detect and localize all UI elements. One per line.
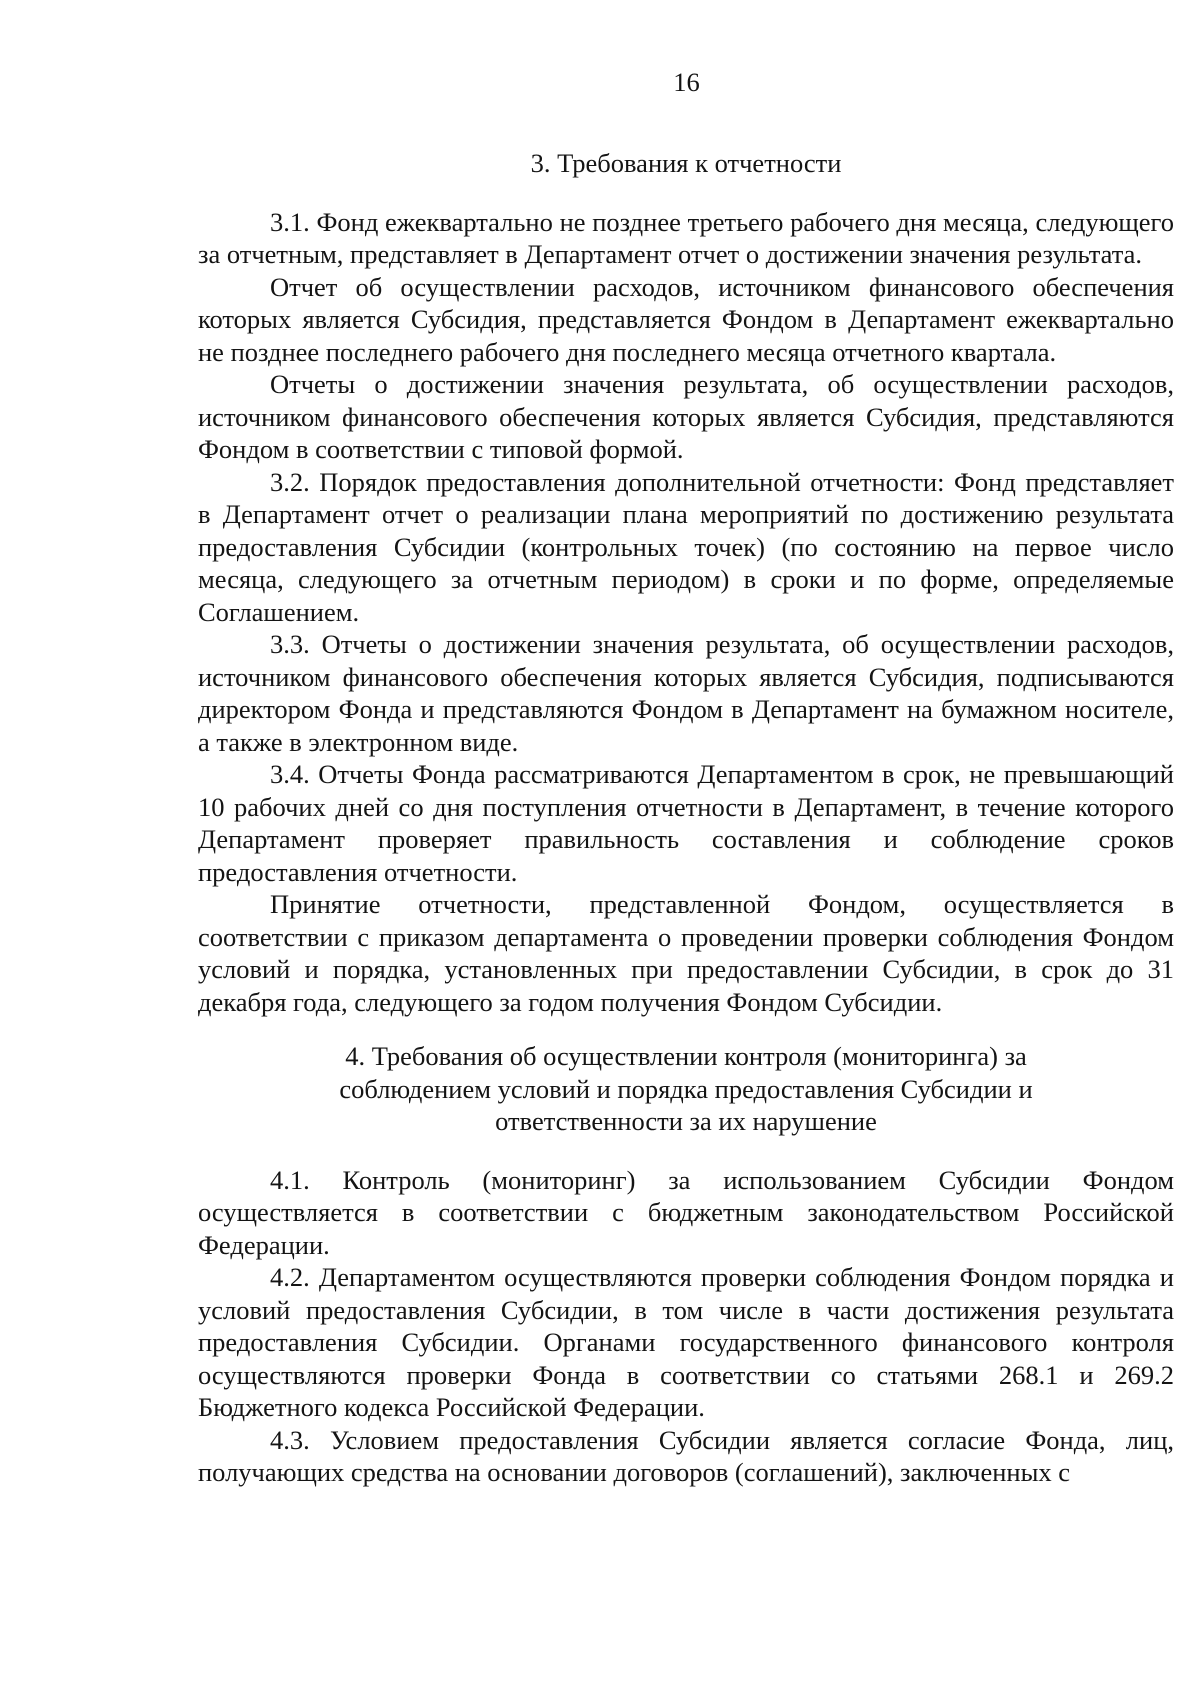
section-4-heading (198, 1040, 1174, 1138)
section-4-heading-line: соблюдением условий и порядка предоставления Субсидии и (339, 1073, 1033, 1104)
paragraph-3-3: 3.3. Отчеты о достижении значения результата, об осуществлении расходов, источником финансового обеспечения которых является Субсидия, подписываются директором Фонда и представляются Фондом в Департамент на бумажном носителе, а также в электронном виде. (198, 629, 1174, 757)
paragraph-4-3: 4.3. Условием предоставления Субсидии является согласие Фонда, лиц, получающих средства на основании договоров (соглашений), заключенных с (198, 1424, 1174, 1487)
paragraph-4-1: 4.1. Контроль (мониторинг) за использованием Субсидии Фондом осуществляется в соответствии с бюджетным законодательством Российской Федерации. (198, 1164, 1174, 1260)
page-number: 16 (673, 67, 700, 97)
paragraph-3-1-report-form: Отчеты о достижении значения результата, об осуществлении расходов, источником финансового обеспечения которых является Субсидия, представляются Фондом в соответствии с типовой формой. (198, 369, 1174, 464)
paragraph-3-4: 3.4. Отчеты Фонда рассматриваются Департаментом в срок, не превышающий 10 рабочих дней со дня поступления отчетности в Департамент, в течение которого Департамент проверяет правильность составления и соблюдение сроков предоставления отчетности. (198, 759, 1174, 887)
paragraph-3-1-expenses-report: Отчет об осуществлении расходов, источником финансового обеспечения которых является Субсидия, представляется Фондом в Департамент ежеквартально не позднее последнего рабочего дня последнего месяца отчетного квартала. (198, 271, 1174, 367)
paragraph-3-4-acceptance: Принятие отчетности, представленной Фондом, осуществляется в соответствии с приказом департамента о проведении проверки соблюдения Фондом условий и порядка, установленных при предоставлении Субсидии, в срок до 31 декабря года, следующего за годом получения Фондом Субсидии. (198, 889, 1174, 1017)
section-3-heading: 3. Требования к отчетности (530, 148, 842, 178)
paragraph-4-2: 4.2. Департаментом осуществляются проверки соблюдения Фондом порядка и условий предоставления Субсидии, в том числе в части достижения результата предоставления Субсидии. Органами государственного финансового контроля осуществляются проверки Фонда в соответствии со статьями 268.1 и 269.2 Бюджетного кодекса Российской Федерации. (198, 1262, 1174, 1422)
document-body (198, 147, 1174, 1489)
paragraph-3-1: 3.1. Фонд ежеквартально не позднее третьего рабочего дня месяца, следующего за отчетным, представляет в Департамент отчет о достижении значения результата. (198, 206, 1174, 269)
section-4-heading-line: 4. Требования об осуществлении контроля (мониторинга) за (345, 1041, 1027, 1071)
section-4-heading-line: ответственности за их нарушение (495, 1106, 877, 1136)
paragraph-3-2: 3.2. Порядок предоставления дополнительной отчетности: Фонд представляет в Департамент отчет о реализации плана мероприятий по достижению результата предоставления Субсидии (контрольных точек) (по состоянию на первое число месяца, следующего за отчетным периодом) в сроки и по форме, определяемые Соглашением. (198, 466, 1174, 627)
